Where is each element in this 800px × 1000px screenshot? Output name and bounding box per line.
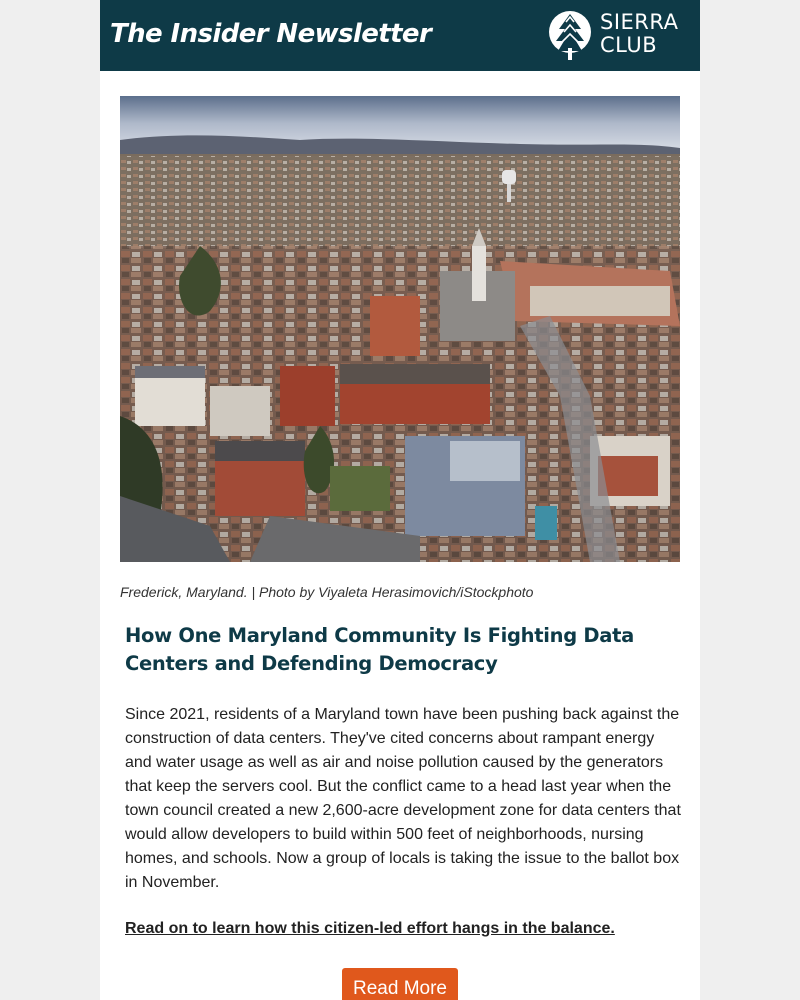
logo-wordmark bbox=[600, 11, 678, 57]
article-headline[interactable]: How One Maryland Community Is Fighting Data Centers and Defending Democracy bbox=[125, 624, 635, 675]
sierra-club-logo[interactable] bbox=[548, 10, 678, 60]
content-card bbox=[100, 71, 700, 1000]
logo-line-2: CLUB bbox=[600, 33, 658, 57]
aerial-town-photo[interactable] bbox=[120, 96, 680, 562]
read-on-link[interactable]: Read on to learn how this citizen-led effort hangs in the balance. bbox=[125, 920, 615, 937]
newsletter-title: The Insider Newsletter bbox=[110, 19, 432, 49]
photo-caption: Frederick, Maryland. | Photo by Viyaleta Herasimovich/iStockphoto bbox=[120, 584, 534, 600]
article-body: Since 2021, residents of a Maryland town have been pushing back against the construction of data centers. They've cited concerns about rampant energy and water usage as well as air and noise pollution caused by the generators that keep the servers cool. But the conflict came to a head last year when the town council created a new 2,600-acre development zone for data centers that would allow developers to build within 500 feet of neighborhoods, nursing homes, and schools. Now a group of locals is taking the issue to the ballot box in November. bbox=[125, 706, 681, 891]
read-more-button[interactable]: Read More bbox=[342, 968, 458, 1000]
sierra-club-tree-icon bbox=[548, 10, 596, 60]
newsletter-header bbox=[100, 0, 700, 71]
logo-line-1: SIERRA bbox=[600, 10, 679, 34]
